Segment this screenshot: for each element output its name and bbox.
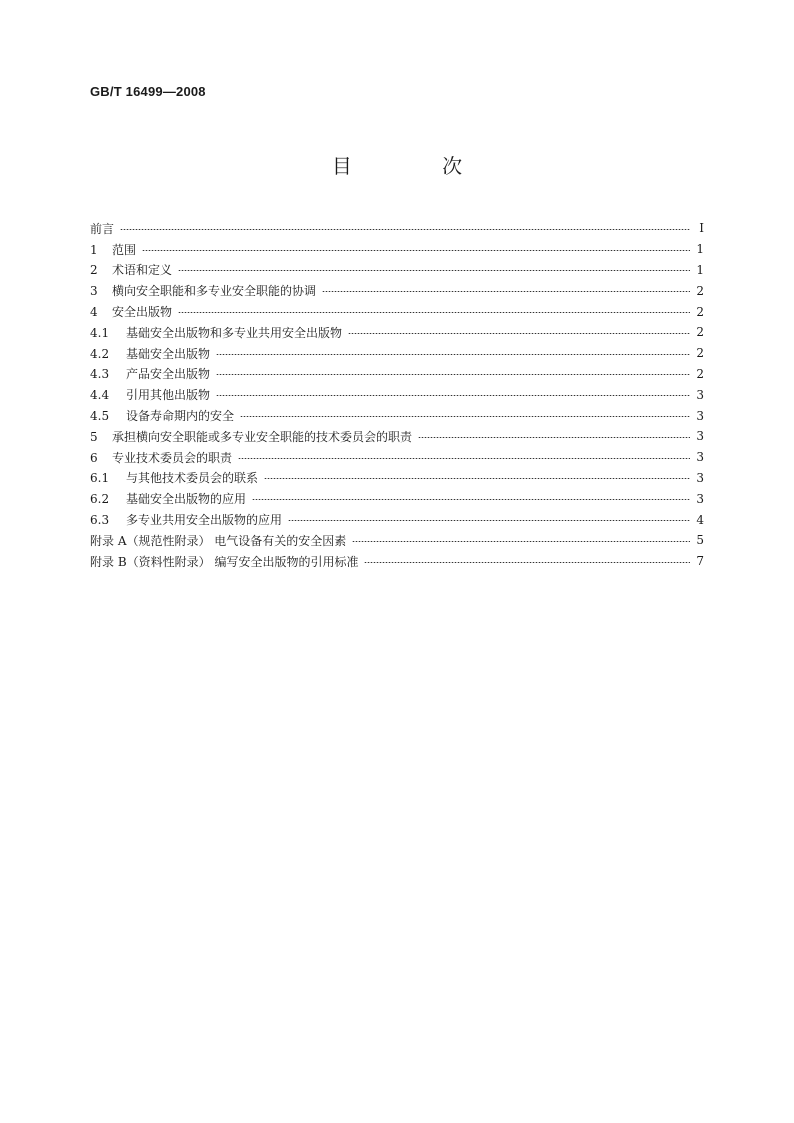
toc-entry-title: 设备寿命期内的安全: [126, 409, 235, 424]
toc-entry-label: [90, 428, 418, 445]
toc-entry-label: [90, 303, 178, 320]
dot-leader: [352, 541, 690, 542]
toc-entry-label: [90, 511, 288, 528]
toc-entry[interactable]: [90, 218, 704, 239]
toc-entry-label: [90, 449, 238, 466]
toc-entry-number: 6.2: [90, 492, 110, 507]
toc-entry-label: [90, 324, 348, 341]
dot-leader: [238, 458, 690, 459]
toc-entry-number: 6.3: [90, 513, 110, 528]
toc-entry-page: 1: [696, 262, 704, 277]
toc-entry-number: 6.1: [90, 471, 110, 486]
toc-entry-title: 范围: [112, 242, 137, 257]
toc-entry[interactable]: [90, 301, 704, 322]
toc-entry-page: 2: [696, 325, 704, 340]
toc-entry[interactable]: [90, 239, 704, 260]
toc-entry-title: 前言: [90, 221, 115, 236]
toc-entry-page: 3: [696, 491, 704, 506]
toc-entry[interactable]: [90, 509, 704, 530]
toc-entry-number: 1: [90, 242, 98, 257]
toc-entry-number: 4.4: [90, 388, 110, 403]
standard-code: GB/T 16499—2008: [90, 84, 206, 99]
toc-entry-label: [90, 282, 322, 299]
dot-leader: [288, 520, 690, 521]
toc-entry[interactable]: [90, 280, 704, 301]
toc-entry-number: 4.5: [90, 409, 110, 424]
toc-entry[interactable]: [90, 384, 704, 405]
toc-entry-page: 2: [696, 366, 704, 381]
dot-leader: [418, 437, 690, 438]
toc-entry[interactable]: [90, 447, 704, 468]
dot-leader: [240, 416, 690, 417]
toc-entry-title: 附录 A（规范性附录） 电气设备有关的安全因素: [90, 533, 347, 548]
toc-entry-number: 5: [90, 429, 98, 444]
dot-leader: [178, 312, 690, 313]
toc-entry-title: 专业技术委员会的职责: [112, 450, 233, 465]
toc-entry[interactable]: [90, 343, 704, 364]
dot-leader: [142, 250, 690, 251]
toc-entry[interactable]: [90, 364, 704, 385]
toc-entry[interactable]: [90, 551, 704, 572]
toc-entry-title: 基础安全出版物的应用: [126, 492, 247, 507]
toc-entry-number: 4.3: [90, 367, 110, 382]
dot-leader: [216, 395, 690, 396]
dot-leader: [322, 291, 690, 292]
toc-entry-number: 3: [90, 284, 98, 299]
toc-entry-title: 横向安全职能和多专业安全职能的协调: [112, 284, 317, 299]
toc-entry-title: 引用其他出版物: [126, 388, 211, 403]
toc-entry-label: [90, 365, 216, 382]
toc-entry[interactable]: [90, 405, 704, 426]
dot-leader: [178, 270, 690, 271]
toc-entry-title: 安全出版物: [112, 305, 173, 320]
toc-entry-label: [90, 241, 142, 258]
toc-entry-page: 2: [696, 346, 704, 361]
toc-entry-title: 基础安全出版物: [126, 346, 211, 361]
toc-entry[interactable]: [90, 426, 704, 447]
toc-entry-label: [90, 532, 352, 549]
toc-entry-page: 2: [696, 304, 704, 319]
page-title: 目 次: [331, 154, 505, 178]
dot-leader: [364, 562, 690, 563]
toc-entry-title: 附录 B（资料性附录） 编写安全出版物的引用标准: [90, 554, 359, 569]
toc-entry-label: [90, 553, 364, 570]
toc-entry-page: 3: [696, 470, 704, 485]
dot-leader: [216, 374, 690, 375]
toc-entry-number: 6: [90, 450, 98, 465]
toc-entry-page: 2: [696, 283, 704, 298]
toc-entry-label: [90, 220, 120, 237]
toc-entry-page: 3: [696, 387, 704, 402]
toc-entry[interactable]: [90, 530, 704, 551]
toc-entry-title: 基础安全出版物和多专业共用安全出版物: [126, 325, 343, 340]
toc-entry-label: [90, 345, 216, 362]
toc-entry-number: 4: [90, 305, 98, 320]
toc-entry-label: [90, 407, 240, 424]
table-of-contents: [90, 218, 704, 572]
toc-entry-number: 4.1: [90, 325, 110, 340]
toc-entry-number: 4.2: [90, 346, 110, 361]
toc-entry-label: [90, 469, 264, 486]
dot-leader: [216, 354, 690, 355]
toc-entry-page: Ⅰ: [699, 221, 704, 236]
toc-entry[interactable]: [90, 322, 704, 343]
toc-entry-title: 产品安全出版物: [126, 367, 211, 382]
dot-leader: [252, 499, 690, 500]
toc-entry-page: 4: [696, 512, 704, 527]
dot-leader: [348, 333, 690, 334]
toc-entry[interactable]: [90, 260, 704, 281]
toc-entry-label: [90, 386, 216, 403]
toc-entry-title: 承担横向安全职能或多专业安全职能的技术委员会的职责: [112, 429, 413, 444]
toc-entry-label: [90, 490, 252, 507]
toc-entry[interactable]: [90, 488, 704, 509]
toc-entry-page: 5: [696, 533, 704, 548]
toc-entry-page: 3: [696, 450, 704, 465]
toc-entry-title: 术语和定义: [112, 263, 173, 278]
dot-leader: [120, 229, 690, 230]
dot-leader: [264, 478, 690, 479]
toc-entry-label: [90, 261, 178, 278]
toc-entry-page: 1: [696, 242, 704, 257]
toc-entry-number: 2: [90, 263, 98, 278]
toc-entry-page: 3: [696, 429, 704, 444]
toc-entry-page: 7: [696, 554, 704, 569]
toc-entry-page: 3: [696, 408, 704, 423]
toc-entry[interactable]: [90, 468, 704, 489]
toc-entry-title: 与其他技术委员会的联系: [126, 471, 259, 486]
toc-entry-title: 多专业共用安全出版物的应用: [126, 513, 283, 528]
